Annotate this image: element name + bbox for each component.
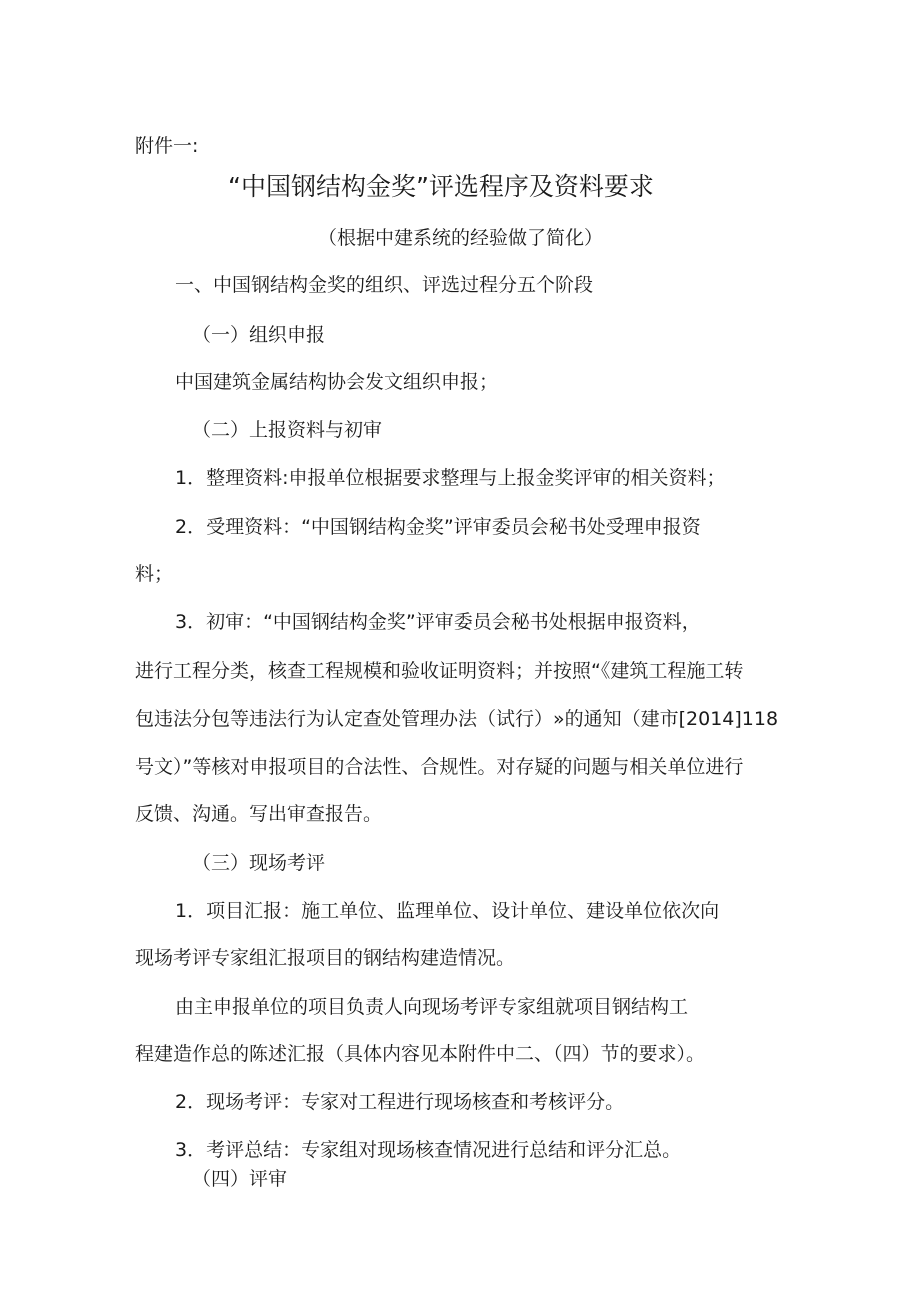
paragraph-continuation: 包违法分包等违法行为认定查处管理办法（试行）»的通知（建市[2014]118	[135, 708, 779, 730]
list-item: 1．整理资料:申报单位根据要求整理与上报金奖评审的相关资料；	[175, 467, 726, 489]
attachment-label: 附件一:	[135, 135, 199, 157]
document-subtitle: （根据中建系统的经验做了简化）	[318, 227, 604, 249]
paragraph-continuation: 程建造作总的陈述汇报（具体内容见本附件中二、（四）节的要求）。	[135, 1043, 706, 1065]
list-item: 1．项目汇报：施工单位、监理单位、设计单位、建设单位依次向	[175, 900, 720, 922]
paragraph: 由主申报单位的项目负责人向现场考评专家组就项目钢结构工	[175, 996, 689, 1018]
document-title: “中国钢结构金奖”评选程序及资料要求	[228, 172, 654, 201]
paragraph-continuation: 料；	[135, 563, 174, 585]
section-heading: 一、中国钢结构金奖的组织、评选过程分五个阶段	[175, 274, 594, 296]
stage-heading-1: （一）组织申报	[192, 324, 326, 346]
stage-heading-2: （二）上报资料与初审	[192, 419, 383, 441]
stage-heading-3: （三）现场考评	[192, 852, 326, 874]
paragraph: 中国建筑金属结构协会发文组织申报；	[175, 371, 499, 393]
list-item: 2．受理资料：“中国钢结构金奖”评审委员会秘书处受理申报资	[175, 516, 701, 538]
paragraph-continuation: 进行工程分类，核查工程规模和验收证明资料；并按照“《建筑工程施工转	[135, 660, 744, 682]
list-item: 2．现场考评：专家对工程进行现场核查和考核评分。	[175, 1091, 625, 1113]
paragraph-continuation: 号文）”等核对申报项目的合法性、合规性。对存疑的问题与相关单位进行	[135, 756, 744, 778]
stage-heading-4: （四）评审	[192, 1168, 288, 1190]
paragraph-continuation: 反馈、沟通。写出审查报告。	[135, 803, 383, 825]
list-item: 3．考评总结：专家组对现场核查情况进行总结和评分汇总。	[175, 1139, 682, 1161]
paragraph-continuation: 现场考评专家组汇报项目的钢结构建造情况。	[135, 947, 516, 969]
list-item: 3．初审：“中国钢结构金奖”评审委员会秘书处根据申报资料，	[175, 611, 701, 633]
